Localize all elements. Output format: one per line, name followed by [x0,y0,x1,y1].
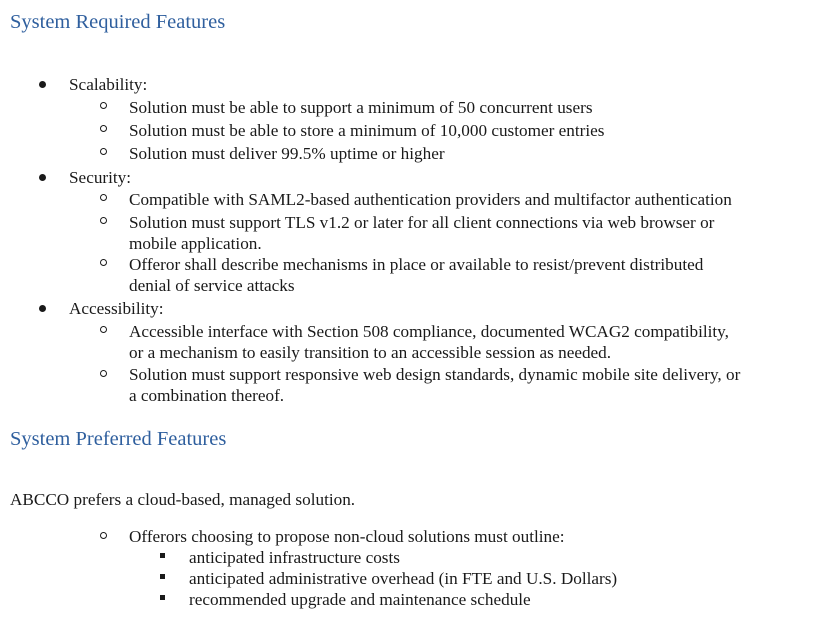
section-heading-preferred: System Preferred Features [10,428,227,450]
circle-bullet [100,370,107,377]
circle-bullet [100,217,107,224]
disc-bullet [39,305,46,312]
sub-item: Offeror shall describe mechanisms in place or available to resist/prevent distributed [129,255,704,274]
sub-item-continuation: denial of service attacks [129,276,295,295]
sub-item: Solution must support responsive web design standards, dynamic mobile site delivery, or [129,365,741,384]
sub-sub-item: recommended upgrade and maintenance schedule [189,590,531,609]
preferred-intro-text: ABCCO prefers a cloud-based, managed solution. [10,490,356,509]
square-bullet [160,553,165,558]
sub-item: Solution must be able to store a minimum of 10,000 customer entries [129,121,605,140]
disc-bullet [39,174,46,181]
sub-item: Compatible with SAML2-based authentication providers and multifactor authentication [129,190,732,209]
list-item-security: Security: [69,168,132,187]
circle-bullet [100,532,107,539]
sub-item-continuation: a combination thereof. [129,386,285,405]
list-item-scalability: Scalability: [69,75,148,94]
section-heading-required: System Required Features [10,11,226,33]
sub-item: Solution must be able to support a minimum of 50 concurrent users [129,98,593,117]
circle-bullet [100,326,107,333]
sub-item-continuation: mobile application. [129,234,262,253]
sub-item: Offerors choosing to propose non-cloud solutions must outline: [129,527,565,546]
sub-item: Solution must support TLS v1.2 or later for all client connections via web browser or [129,213,715,232]
sub-item-continuation: or a mechanism to easily transition to an accessible session as needed. [129,343,612,362]
sub-sub-item: anticipated infrastructure costs [189,548,400,567]
circle-bullet [100,148,107,155]
square-bullet [160,595,165,600]
square-bullet [160,574,165,579]
circle-bullet [100,259,107,266]
sub-sub-item: anticipated administrative overhead (in FTE and U.S. Dollars) [189,569,618,588]
sub-item: Accessible interface with Section 508 compliance, documented WCAG2 compatibility, [129,322,729,341]
circle-bullet [100,102,107,109]
list-item-accessibility: Accessibility: [69,299,164,318]
circle-bullet [100,194,107,201]
disc-bullet [39,81,46,88]
circle-bullet [100,125,107,132]
sub-item: Solution must deliver 99.5% uptime or higher [129,144,445,163]
